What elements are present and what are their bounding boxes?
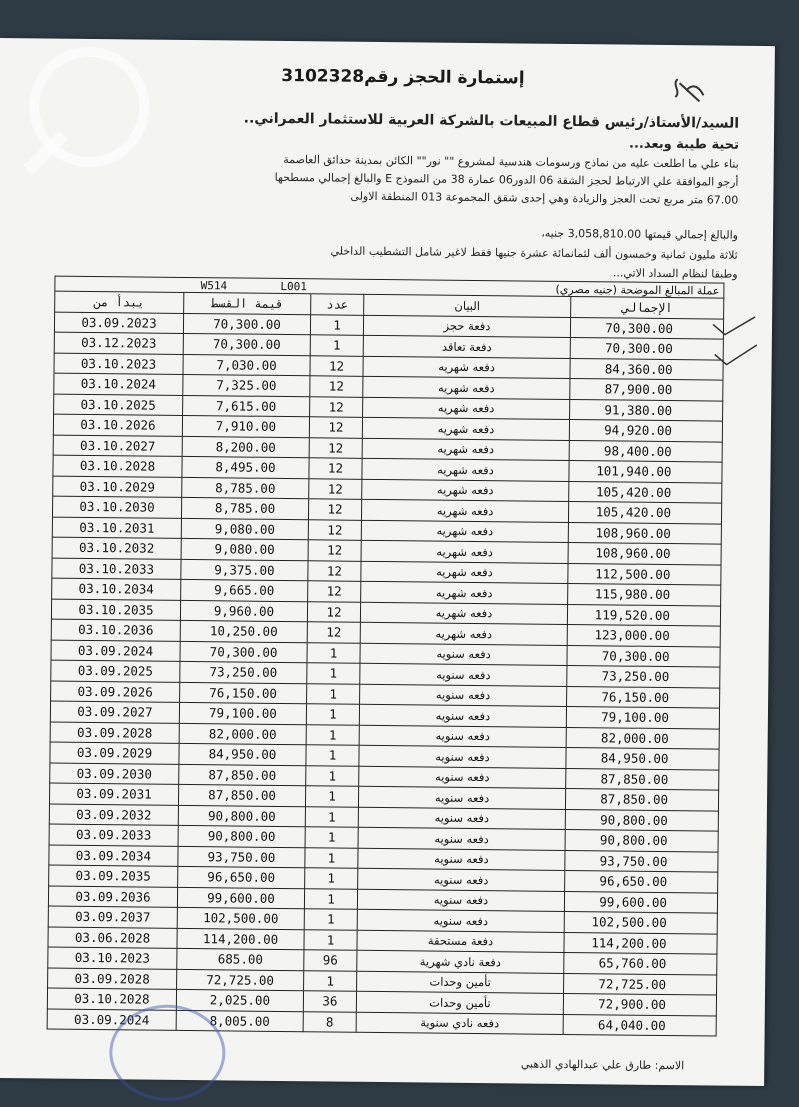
cell-total: 123,000.00 — [567, 624, 720, 646]
table-body — [47, 312, 723, 1036]
cell-description: دفعه شهريه — [361, 581, 568, 604]
cell-count: 12 — [308, 560, 361, 581]
cell-total: 87,850.00 — [566, 768, 719, 790]
cell-count: 1 — [305, 786, 358, 807]
cell-installment-value: 9,080.00 — [181, 538, 308, 560]
cell-total: 93,750.00 — [565, 850, 718, 872]
cell-total: 70,300.00 — [570, 317, 723, 339]
cell-description: دفعه سنويه — [360, 684, 567, 707]
cell-start-date: 03.09.2024 — [51, 640, 180, 662]
cell-start-date: 03.10.2029 — [53, 476, 182, 498]
cell-description: دفعة تعاقد — [363, 335, 570, 358]
cell-count: 1 — [306, 724, 359, 745]
cell-start-date: 03.09.2028 — [48, 968, 177, 990]
cell-description: تأمين وحدات — [357, 971, 564, 994]
cell-start-date: 03.10.2023 — [48, 947, 177, 969]
cell-total: 101,940.00 — [569, 460, 722, 482]
cell-description: دفعه شهريه — [360, 622, 567, 645]
cell-total: 105,420.00 — [569, 481, 722, 503]
cell-installment-value: 82,000.00 — [179, 723, 306, 745]
total-value-line: والبالغ إجمالي قيمتها 3,058,810.00 جنيه، — [541, 226, 739, 242]
cell-start-date: 03.10.2030 — [52, 496, 181, 518]
cell-total: 72,900.00 — [563, 993, 716, 1015]
payment-schedule-table — [47, 276, 725, 1037]
cell-total: 114,200.00 — [564, 932, 717, 954]
stamp-seal-icon — [109, 1004, 226, 1101]
cell-description: دفعه شهريه — [361, 561, 568, 584]
header-total: الإجمالي — [571, 296, 724, 318]
unit-code-1: W514 — [200, 278, 228, 292]
cell-description: دفعه نادي سنوية — [356, 1012, 563, 1035]
cell-start-date: 03.09.2030 — [50, 763, 179, 785]
cell-count: 1 — [305, 847, 358, 868]
cell-count: 12 — [308, 519, 361, 540]
cell-installment-value: 87,850.00 — [179, 764, 306, 786]
cell-count: 12 — [307, 622, 360, 643]
cell-total: 70,300.00 — [567, 645, 720, 667]
cell-description: دفعه سنويه — [359, 725, 566, 748]
cell-installment-value: 9,665.00 — [181, 579, 308, 601]
cell-description: دفعه سنويه — [358, 786, 565, 809]
cell-installment-value: 99,600.00 — [177, 887, 304, 909]
signature-icon — [669, 69, 709, 109]
cell-count: 12 — [307, 601, 360, 622]
cell-start-date: 03.09.2026 — [51, 681, 180, 703]
cell-description: دفعه شهريه — [362, 417, 569, 440]
cell-count: 12 — [309, 478, 362, 499]
cell-installment-value: 72,725.00 — [177, 969, 304, 991]
cell-installment-value: 9,080.00 — [181, 518, 308, 540]
cell-start-date: 03.10.2023 — [54, 353, 183, 375]
cell-total: 72,725.00 — [564, 973, 717, 995]
cell-start-date: 03.10.2027 — [53, 435, 182, 457]
cell-count: 1 — [304, 888, 357, 909]
cell-description: دفعه شهريه — [361, 540, 568, 563]
cell-count: 96 — [304, 950, 357, 971]
cell-start-date: 03.10.2033 — [52, 558, 181, 580]
cell-description: دفعه شهريه — [362, 438, 569, 461]
cell-installment-value: 73,250.00 — [180, 661, 307, 683]
cell-total: 105,420.00 — [568, 501, 721, 523]
cell-installment-value: 685.00 — [177, 948, 304, 970]
header-start-from: يبدأ من — [55, 291, 184, 313]
addressee-line: السيد/الأستاذ/رئيس قطاع المبيعات بالشركة العربية للاستثمار العمراني.. — [243, 110, 740, 132]
cell-installment-value: 70,300.00 — [183, 313, 310, 335]
cell-installment-value: 8,785.00 — [182, 477, 309, 499]
cell-start-date: 03.10.2035 — [51, 599, 180, 621]
greeting-line: تحية طيبة وبعد... — [628, 136, 739, 153]
cell-installment-value: 70,300.00 — [183, 333, 310, 355]
cell-count: 1 — [307, 642, 360, 663]
cell-installment-value: 2,025.00 — [176, 989, 303, 1011]
cell-start-date: 03.09.2031 — [49, 783, 178, 805]
cell-total: 64,040.00 — [563, 1014, 716, 1036]
cell-start-date: 03.10.2026 — [53, 414, 182, 436]
cell-total: 87,850.00 — [565, 788, 718, 810]
cell-installment-value: 102,500.00 — [177, 907, 304, 929]
reservation-form-paper — [0, 38, 775, 1086]
cell-installment-value: 96,650.00 — [178, 866, 305, 888]
cell-total: 76,150.00 — [567, 686, 720, 708]
cell-count: 12 — [308, 581, 361, 602]
cell-count: 1 — [306, 765, 359, 786]
cell-count: 1 — [304, 970, 357, 991]
cell-start-date: 03.10.2036 — [51, 619, 180, 641]
cell-total: 108,960.00 — [568, 542, 721, 564]
cell-start-date: 03.06.2028 — [48, 927, 177, 949]
cell-description: دفعه شهريه — [363, 356, 570, 379]
cell-installment-value: 7,910.00 — [182, 415, 309, 437]
cell-installment-value: 9,375.00 — [181, 559, 308, 581]
cell-description: دفعة نادي شهرية — [357, 950, 564, 973]
cell-start-date: 03.09.2034 — [49, 845, 178, 867]
paragraph-line-3: 67.00 متر مربع تحت العجز والزيادة وهي إحدى شقق المجموعة 013 المنطقة الاولى — [350, 189, 739, 207]
total-in-words-line: ثلاثة مليون ثمانية وخمسون ألف لثمانمائة عشرة جنيها فقط لاغير شامل التشطيب الداخلي — [330, 244, 738, 262]
cell-installment-value: 70,300.00 — [180, 641, 307, 663]
cell-total: 91,380.00 — [570, 399, 723, 421]
cell-description: دفعة حجز — [363, 315, 570, 338]
cell-installment-value: 8,495.00 — [182, 456, 309, 478]
cell-total: 94,920.00 — [569, 419, 722, 441]
cell-description: دفعه شهريه — [361, 520, 568, 543]
cell-total: 112,500.00 — [568, 563, 721, 585]
cell-start-date: 03.09.2028 — [50, 722, 179, 744]
cell-start-date: 03.10.2024 — [54, 373, 183, 395]
cell-installment-value: 90,800.00 — [178, 825, 305, 847]
cell-description: دفعة مستحقة — [357, 930, 564, 953]
cell-total: 102,500.00 — [564, 911, 717, 933]
cell-description: دفعه سنويه — [358, 848, 565, 871]
cell-total: 98,400.00 — [569, 440, 722, 462]
cell-description: دفعه شهريه — [361, 499, 568, 522]
cell-installment-value: 7,325.00 — [183, 374, 310, 396]
footer-name-line: الاسم: طارق علي عبدالهادي الذهبي — [520, 1057, 685, 1073]
cell-installment-value: 9,960.00 — [180, 600, 307, 622]
header-description: البيان — [364, 294, 571, 317]
cell-count: 1 — [306, 704, 359, 725]
cell-start-date: 03.09.2032 — [49, 804, 178, 826]
cell-start-date: 03.09.2025 — [51, 660, 180, 682]
cell-description: دفعه شهريه — [363, 397, 570, 420]
cell-start-date: 03.09.2036 — [48, 886, 177, 908]
cell-description: دفعه سنويه — [360, 643, 567, 666]
cell-total: 90,800.00 — [565, 809, 718, 831]
cell-installment-value: 10,250.00 — [180, 620, 307, 642]
cell-start-date: 03.09.2024 — [47, 1009, 176, 1031]
cell-start-date: 03.09.2035 — [49, 865, 178, 887]
cell-count: 1 — [304, 929, 357, 950]
cell-count: 1 — [305, 868, 358, 889]
cell-count: 12 — [309, 417, 362, 438]
schedule-intro-line: وطبقا لنظام السداد الاتي... — [612, 266, 738, 281]
cell-description: دفعه سنويه — [357, 909, 564, 932]
cell-description: دفعه سنويه — [359, 745, 566, 768]
cell-installment-value: 90,800.00 — [178, 805, 305, 827]
cell-total: 84,950.00 — [566, 747, 719, 769]
cell-count: 12 — [310, 376, 363, 397]
paragraph-line-2: أرجو الموافقة علي الارتباط لحجز الشقة 06 الدور06 عمارة 38 من النموذج E والبالغ إجمالي مسطحها — [274, 170, 739, 189]
check-marks-icon — [711, 310, 762, 371]
cell-count: 12 — [310, 355, 363, 376]
cell-description: دفعه سنويه — [359, 704, 566, 727]
cell-count: 36 — [303, 991, 356, 1012]
cell-count: 1 — [310, 335, 363, 356]
cell-total: 65,760.00 — [564, 952, 717, 974]
cell-start-date: 03.10.2031 — [52, 517, 181, 539]
cell-start-date: 03.09.2033 — [49, 824, 178, 846]
cell-count: 1 — [306, 745, 359, 766]
cell-count: 1 — [307, 663, 360, 684]
cell-description: دفعه سنويه — [359, 766, 566, 789]
cell-start-date: 03.09.2037 — [48, 906, 177, 928]
cell-total: 70,300.00 — [570, 337, 723, 359]
cell-description: دفعه سنويه — [358, 807, 565, 830]
cell-start-date: 03.09.2027 — [50, 701, 179, 723]
cell-total: 79,100.00 — [566, 706, 719, 728]
cell-total: 84,360.00 — [570, 358, 723, 380]
paragraph-line-1: بناء علي ما اطلعت عليه من نماذج ورسومات هندسية لمشروع "" نور"" الكائن بمدينة حدائق العاصمة — [283, 152, 739, 171]
cell-total: 119,520.00 — [567, 604, 720, 626]
cell-total: 90,800.00 — [565, 829, 718, 851]
cell-total: 99,600.00 — [564, 891, 717, 913]
cell-total: 73,250.00 — [567, 665, 720, 687]
cell-installment-value: 93,750.00 — [178, 846, 305, 868]
cell-installment-value: 8,785.00 — [181, 497, 308, 519]
cell-description: تأمين وحدات — [356, 991, 563, 1014]
cell-installment-value: 84,950.00 — [179, 743, 306, 765]
cell-start-date: 03.09.2023 — [54, 312, 183, 334]
cell-start-date: 03.10.2032 — [52, 537, 181, 559]
cell-description: دفعه سنويه — [358, 827, 565, 850]
cell-total: 87,900.00 — [570, 378, 723, 400]
cell-count: 1 — [310, 314, 363, 335]
cell-count: 12 — [308, 540, 361, 561]
header-installment-value: قيمة القسط — [184, 292, 311, 314]
cell-count: 1 — [305, 806, 358, 827]
cell-installment-value: 76,150.00 — [180, 682, 307, 704]
cell-description: دفعه شهريه — [362, 479, 569, 502]
cell-count: 1 — [305, 827, 358, 848]
cell-count: 12 — [309, 458, 362, 479]
cell-total: 115,980.00 — [568, 583, 721, 605]
cell-start-date: 03.10.2028 — [47, 988, 176, 1010]
form-title: إستمارة الحجز رقم3102328 — [281, 65, 525, 89]
cell-description: دفعه شهريه — [362, 458, 569, 481]
cell-installment-value: 8,200.00 — [182, 436, 309, 458]
cell-installment-value: 114,200.00 — [177, 928, 304, 950]
header-count: عدد — [311, 294, 364, 315]
cell-description: دفعه سنويه — [357, 889, 564, 912]
cell-count: 1 — [307, 683, 360, 704]
cell-start-date: 03.10.2028 — [53, 455, 182, 477]
cell-count: 12 — [309, 437, 362, 458]
cell-count: 1 — [304, 909, 357, 930]
cell-start-date: 03.10.2034 — [52, 578, 181, 600]
cell-description: دفعه شهريه — [363, 376, 570, 399]
cell-installment-value: 8,005.00 — [176, 1010, 303, 1032]
cell-count: 8 — [303, 1011, 356, 1032]
cell-count: 12 — [310, 396, 363, 417]
cell-installment-value: 7,615.00 — [183, 395, 310, 417]
cell-description: دفعه شهريه — [360, 602, 567, 625]
cell-description: دفعه سنويه — [360, 663, 567, 686]
cell-start-date: 03.12.2023 — [54, 332, 183, 354]
cell-count: 12 — [308, 499, 361, 520]
currency-note: عملة المبالغ الموضحة (جنيه مصري) — [311, 279, 724, 298]
cell-total: 96,650.00 — [565, 870, 718, 892]
cell-installment-value: 79,100.00 — [179, 702, 306, 724]
cell-total: 108,960.00 — [568, 522, 721, 544]
cell-description: دفعه سنويه — [358, 868, 565, 891]
cell-total: 82,000.00 — [566, 727, 719, 749]
cell-installment-value: 7,030.00 — [183, 354, 310, 376]
cell-start-date: 03.10.2025 — [54, 394, 183, 416]
cell-installment-value: 87,850.00 — [178, 784, 305, 806]
unit-code-2: L001 — [280, 279, 307, 293]
cell-start-date: 03.09.2029 — [50, 742, 179, 764]
